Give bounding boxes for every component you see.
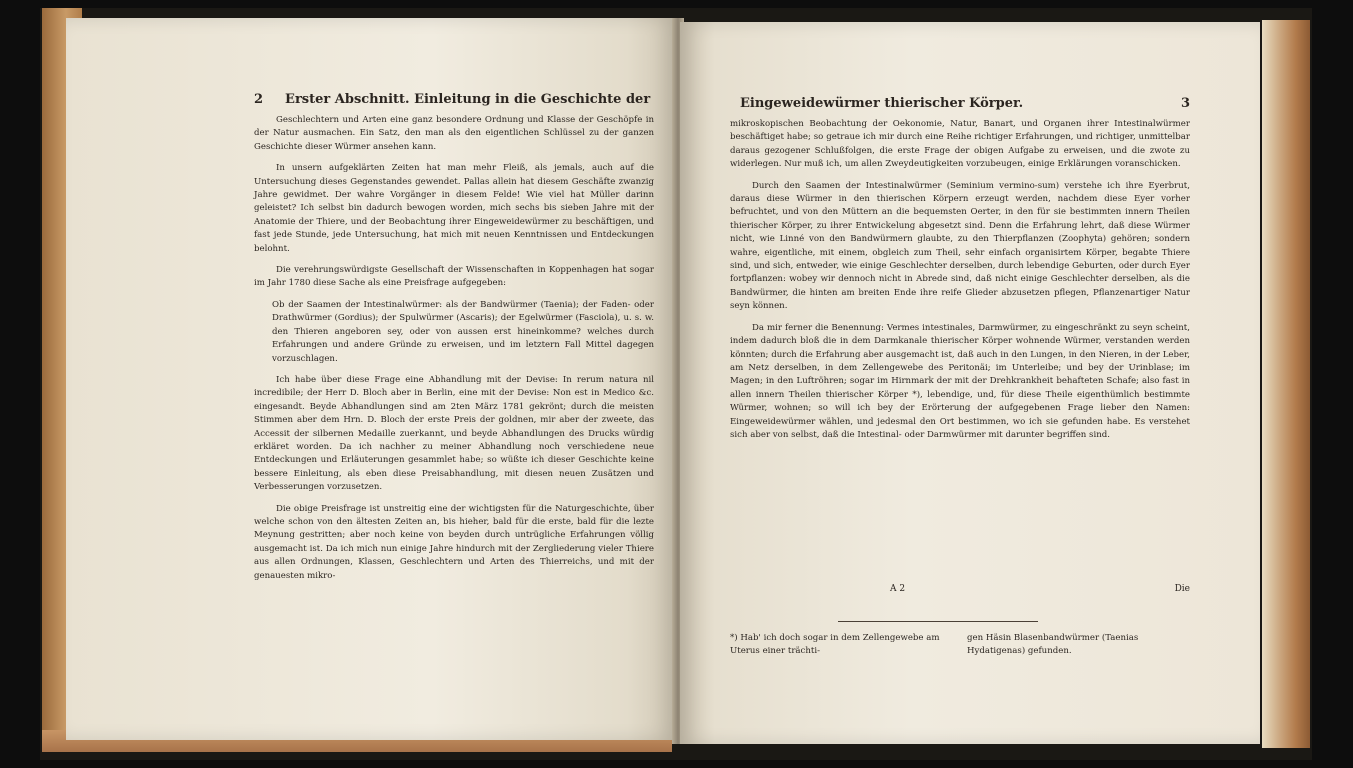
catchword: Die bbox=[1174, 584, 1190, 594]
right-running-head: Eingeweidewürmer thierischer Körper. bbox=[740, 96, 1024, 111]
left-prize-question: Ob der Saamen der Intestinalwürmer: als der Bandwürmer (Taenia); der Faden- oder Drathwürmer (Gordius); der Spulwürmer (Ascaris); der Egelwürmer (Fasciola), u. s. w. den Thieren angeboren sey, oder von aussen erst hineinkomme? welches durch Erfahrungen und andere Gründe zu erweisen, und im letztern Fall Mittel dagegen vorzuschlagen. bbox=[272, 299, 654, 364]
left-paragraph: Die verehrungswürdigste Gesellschaft der Wissenschaften in Koppenhagen hat sogar im Jahr 1780 diese Sache als eine Preisfrage aufgegeben: bbox=[254, 265, 654, 289]
right-paragraph: Da mir ferner die Benennung: Vermes intestinales, Darmwürmer, zu eingeschränkt zu seyn scheint, indem dadurch bloß die in dem Darmkanale thierischer Körper wohnende Würmer, verstanden werden könnten; durch die Erfahrung aber ausgemacht ist, daß auch in den Lungen, in den Nieren, in der Leber, am Netz derselben, in dem Zellengewebe des Peritonäi; im Unterleibe; und bey der Urinblase; im Magen; in den Luftröhren; sogar im Hirnmark der mit der Drehkrankheit behafteten Schafe; also fast in allen innern Theilen thierischer Körper *), lebendige, und, für diese Theile eigenthümlich bestimmte Würmer, wohnen; so will ich bey der Erörterung der aufgegebenen Frage lieber den Namen: Eingeweidewürmer wählen, und jedesmal den Ort bestimmen, wo ich sie gefunden habe. Es verstehet sich aber von selbst, daß die Intestinal- oder Darmwürmer mit darunter begriffen sind. bbox=[730, 322, 1190, 440]
signature-mark: A 2 bbox=[890, 584, 906, 594]
left-page-number: 2 bbox=[254, 92, 264, 107]
right-paragraph: Durch den Saamen der Intestinalwürmer (Seminium vermino-sum) verstehe ich ihre Eyerbrut, daraus diese Würmer in den thierischen Körpern erzeugt werden, nachdem diese Eyer vorher befruchtet, und von den Müttern an die bequemsten Oerter, in den für sie bestimmten innern Theilen thierischer Körper, zu ihrer Entwickelung abgesetzt sind. Denn die Erfahrung lehrt, daß diese Würmer nicht, wie Linné von den Bandwürmern glaubte, zu den Thierpflanzen (Zoophyta) gehören; sondern wahre, eigentliche, mit einem, obgleich zum Theil, sehr einfach organisirtem Körper, begabte Thiere sind, und sich, entweder, wie einige Geschlechter derselben, durch lebendige Geburten, oder durch Eyer fortpflanzen: wobey wir dennoch nicht in Abrede sind, daß nicht einige Geschlechter derselben, als die Bandwürmer, die hinten am breiten Ende ihre reife Glieder abzusetzen pflegen, Pflanzenartiger Natur seyn können. bbox=[730, 180, 1190, 312]
right-page-body bbox=[730, 118, 1190, 618]
left-running-head: Erster Abschnitt. Einleitung in die Geschichte der bbox=[285, 92, 651, 107]
left-paragraph: Ich habe über diese Frage eine Abhandlung mit der Devise: In rerum natura nil incredibile; der Herr D. Bloch aber in Berlin, eine mit der Devise: Non est in Medico &c. eingesandt. Beyde Abhandlungen sind am 2ten März 1781 gekrönt; durch die meisten Stimmen aber dem Hrn. D. Bloch der erste Preis der goldnen, mir aber der zweete, das Accessit der silbernen Medaille zuerkannt, und beyde Abhandlungen des Drucks würdig erkläret worden. Da ich nachher zu meiner Abhandlung noch verschiedene neue Entdeckungen und Erläuterungen gesammlet habe; so wüßte ich dieser Geschichte keine bessere Einleitung, als eben diese Preisabhandlung, mit diesen neuen Zusätzen und Verbesserungen vorzusetzen. bbox=[254, 374, 654, 493]
right-paragraph: mikroskopischen Beobachtung der Oekonomie, Natur, Banart, und Organen ihrer Intestinalwürmer beschäftiget habe; so getraue ich mir durch eine Reihe richtiger Erfahrungen, und richtiger, unmittelbar daraus gezogener Schlußfolgen, die erste Frage der obigen Aufgabe zu erweisen, und die zwote zu widerlegen. Nur muß ich, um allen Zweydeutigkeiten vorzubeugen, einige Erklärungen voranschicken. bbox=[730, 119, 1190, 170]
left-page-header bbox=[254, 92, 654, 107]
right-page bbox=[680, 22, 1260, 744]
footnote-left-column: *) Hab' ich doch sogar in dem Zellengewebe am Uterus einer trächti- bbox=[730, 633, 940, 656]
book-cover-right-edge bbox=[1262, 20, 1310, 748]
right-page-header bbox=[740, 96, 1190, 111]
footnote bbox=[730, 632, 1190, 657]
left-paragraph: Die obige Preisfrage ist unstreitig eine der wichtigsten für die Naturgeschichte, über welche schon von den ältesten Zeiten an, bis hieher, bald für die erste, bald für die lezte Meynung gestritten; aber noch keine von beyden durch untrügliche Erfahrungen völlig ausgemacht ist. Da ich mich nun einige Jahre hindurch mit der Zergliederung vieler Thiere aus allen Ordnungen, Klassen, Geschlechtern und Arten des Thierreichs, und mit der genauesten mikro- bbox=[254, 503, 654, 581]
right-page-number: 3 bbox=[1180, 96, 1190, 111]
left-paragraph: Geschlechtern und Arten eine ganz besondere Ordnung und Klasse der Geschöpfe in der Natur ausmachen. Ein Satz, den man als den eigentlichen Schlüssel zu der ganzen Geschichte dieser Würmer ansehen kann. bbox=[254, 115, 654, 152]
signature-line bbox=[730, 584, 1190, 594]
left-paragraph: In unsern aufgeklärten Zeiten hat man mehr Fleiß, als jemals, auch auf die Untersuchung dieses Gegenstandes gewendet. Pallas allein hat diesem Geschäfte zwanzig Jahre gewidmet. Der wahre Vorgänger in diesem Felde! Wie viel hat Müller darinn geleistet? Ich selbst bin dadurch bewogen worden, mich sechs bis sieben Jahre mit der Anatomie der Thiere, und der Beobachtung ihrer Eingeweidewürmer zu beschäftigen, und fast jede Stunde, jede Untersuchung, hat mich mit neuen Kenntnissen und Entdeckungen belohnt. bbox=[254, 163, 654, 254]
footnote-right-column: gen Häsin Blasenbandwürmer (Taenias Hydatigenas) gefunden. bbox=[967, 633, 1139, 656]
left-page-body bbox=[254, 114, 654, 714]
footnote-rule bbox=[838, 621, 1038, 622]
left-page bbox=[66, 18, 676, 740]
